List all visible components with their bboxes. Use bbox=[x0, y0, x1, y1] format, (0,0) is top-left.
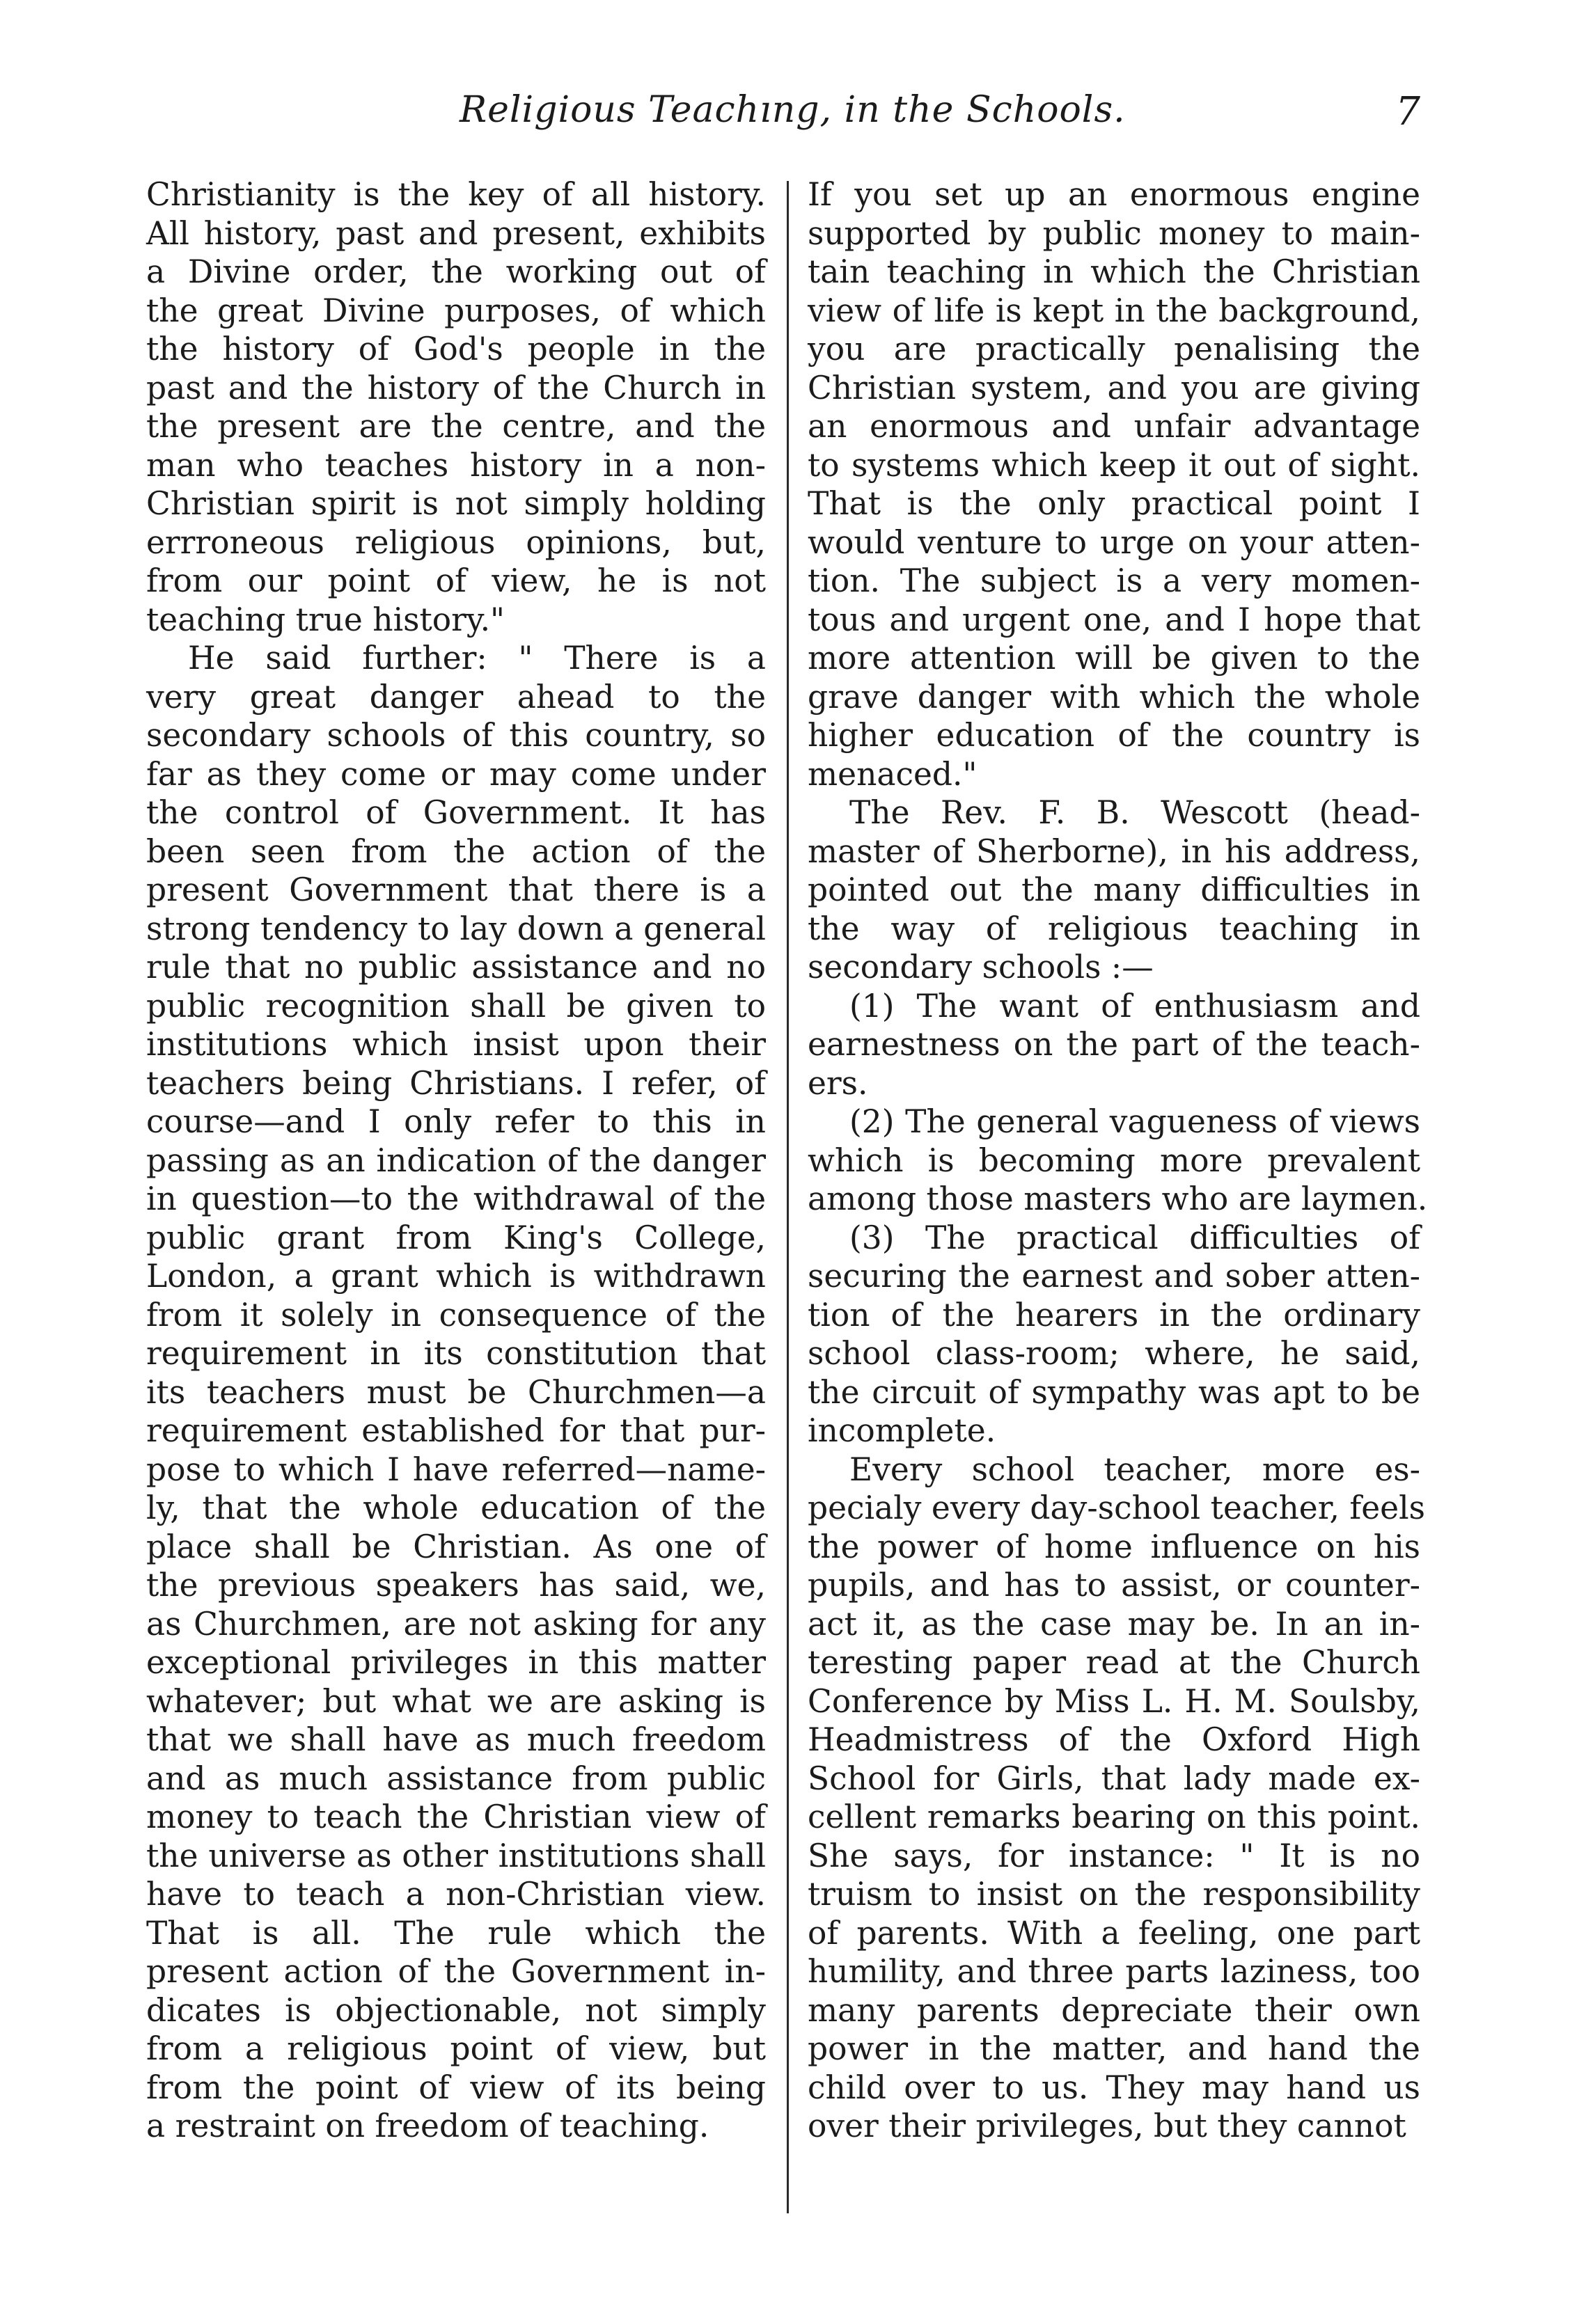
text-line: and as much assistance from public bbox=[146, 1760, 766, 1797]
text-line: many parents depreciate their own bbox=[808, 1991, 1420, 2029]
text-line: man who teaches history in a non- bbox=[146, 446, 766, 484]
text-line: ly, that the whole education of the bbox=[146, 1489, 766, 1526]
text-line: truism to insist on the responsibility bbox=[808, 1876, 1420, 1913]
text-line: over their privileges, but they cannot bbox=[808, 2108, 1406, 2144]
text-line: would venture to urge on your atten- bbox=[808, 523, 1420, 561]
text-line: present Government that there is a bbox=[146, 871, 766, 908]
text-line: the way of religious teaching in bbox=[808, 910, 1420, 947]
text-line: public recognition shall be given to bbox=[146, 987, 766, 1025]
text-line: tion of the hearers in the ordinary bbox=[808, 1296, 1420, 1334]
text-line: pose to which I have referred—name- bbox=[146, 1450, 766, 1488]
text-line: pointed out the many difficulties in bbox=[808, 871, 1420, 908]
text-line: securing the earnest and sober atten- bbox=[808, 1258, 1420, 1295]
text-line: past and the history of the Church in bbox=[146, 369, 766, 406]
text-line: a restraint on freedom of teaching. bbox=[146, 2108, 709, 2144]
text-line: institutions which insist upon their bbox=[146, 1026, 766, 1063]
left-text-column bbox=[146, 175, 766, 2146]
text-line: master of Sherborne), in his address, bbox=[808, 832, 1420, 870]
text-line: pupils, and has to assist, or counter- bbox=[808, 1567, 1420, 1604]
text-line: the present are the centre, and the bbox=[146, 408, 766, 445]
text-line: from our point of view, he is not bbox=[146, 562, 766, 599]
text-line: been seen from the action of the bbox=[146, 832, 766, 870]
text-line: you are practically penalising the bbox=[808, 331, 1420, 367]
text-line: public grant from King's College, bbox=[146, 1219, 766, 1256]
text-line: ers. bbox=[808, 1064, 868, 1102]
text-line: tous and urgent one, and I hope that bbox=[808, 601, 1420, 638]
text-line: a Divine order, the working out of bbox=[146, 253, 766, 290]
text-line: (1) The want of enthusiasm and bbox=[849, 987, 1420, 1025]
text-line: That is the only practical point I bbox=[808, 485, 1420, 522]
text-line: present action of the Government in- bbox=[146, 1953, 766, 1990]
text-line: the great Divine purposes, of which bbox=[146, 292, 766, 329]
text-line: grave danger with which the whole bbox=[808, 678, 1420, 716]
text-line: that we shall have as much freedom bbox=[146, 1721, 766, 1758]
text-line: from the point of view of its being bbox=[146, 2069, 766, 2106]
text-line: course—and I only refer to this in bbox=[146, 1103, 766, 1140]
text-line: dicates is objectionable, not simply bbox=[146, 1991, 766, 2029]
text-line: Conference by Miss L. H. M. Soulsby, bbox=[808, 1682, 1420, 1720]
text-line: pecialy every day-school teacher, feels bbox=[808, 1489, 1426, 1526]
text-line: have to teach a non-Christian view. bbox=[146, 1876, 766, 1913]
text-line: whatever; but what we are asking is bbox=[146, 1682, 766, 1720]
text-line: tain teaching in which the Christian bbox=[808, 253, 1420, 290]
text-line: Christianity is the key of all history. bbox=[146, 176, 766, 213]
text-line: He said further: " There is a bbox=[188, 640, 766, 677]
text-line: menaced." bbox=[808, 755, 977, 793]
text-line: from it solely in consequence of the bbox=[146, 1296, 766, 1334]
text-line: act it, as the case may be. In an in- bbox=[808, 1605, 1420, 1643]
text-line: higher education of the country is bbox=[808, 717, 1420, 754]
column-divider bbox=[787, 181, 789, 2213]
text-line: Headmistress of the Oxford High bbox=[808, 1721, 1420, 1758]
text-line: exceptional privileges in this matter bbox=[146, 1644, 766, 1681]
text-line: teresting paper read at the Church bbox=[808, 1644, 1420, 1681]
text-line: the control of Government. It has bbox=[146, 794, 766, 831]
text-line: more attention will be given to the bbox=[808, 640, 1420, 677]
text-line: school class-room; where, he said, bbox=[808, 1335, 1420, 1372]
text-line: Christian system, and you are giving bbox=[808, 369, 1420, 406]
text-line: child over to us. They may hand us bbox=[808, 2069, 1420, 2106]
text-line: London, a grant which is withdrawn bbox=[146, 1258, 766, 1295]
text-line: tion. The subject is a very momen- bbox=[808, 562, 1420, 599]
text-line: passing as an indication of the danger bbox=[146, 1141, 766, 1179]
text-line: to systems which keep it out of sight. bbox=[808, 446, 1420, 484]
text-line: That is all. The rule which the bbox=[146, 1914, 766, 1952]
text-line: (2) The general vagueness of views bbox=[849, 1103, 1420, 1140]
text-line: the power of home influence on his bbox=[808, 1528, 1420, 1565]
text-line: the history of God's people in the bbox=[146, 331, 766, 367]
text-line: rule that no public assistance and no bbox=[146, 949, 766, 986]
text-line: power in the matter, and hand the bbox=[808, 2030, 1420, 2067]
text-line: very great danger ahead to the bbox=[146, 678, 766, 716]
page-number: 7 bbox=[1395, 89, 1420, 134]
text-line: which is becoming more prevalent bbox=[808, 1141, 1420, 1179]
text-line: among those masters who are laymen. bbox=[808, 1180, 1428, 1217]
text-line: far as they come or may come under bbox=[146, 755, 766, 793]
text-line: If you set up an enormous engine bbox=[808, 176, 1420, 213]
text-line: its teachers must be Churchmen—a bbox=[146, 1373, 766, 1411]
text-line: in question—to the withdrawal of the bbox=[146, 1180, 766, 1217]
text-line: School for Girls, that lady made ex- bbox=[808, 1760, 1420, 1797]
text-line: humility, and three parts laziness, too bbox=[808, 1953, 1420, 1990]
text-line: requirement in its constitution that bbox=[146, 1335, 766, 1372]
text-line: from a religious point of view, but bbox=[146, 2030, 766, 2067]
text-line: teaching true history." bbox=[146, 601, 505, 638]
text-line: All history, past and present, exhibits bbox=[146, 214, 766, 252]
text-line: view of life is kept in the background, bbox=[808, 292, 1420, 329]
text-line: the previous speakers has said, we, bbox=[146, 1567, 766, 1604]
text-line: strong tendency to lay down a general bbox=[146, 910, 766, 947]
text-line: Christian spirit is not simply holding bbox=[146, 485, 766, 522]
text-line: She says, for instance: " It is no bbox=[808, 1837, 1420, 1874]
text-line: requirement established for that pur- bbox=[146, 1412, 766, 1449]
text-line: (3) The practical difficulties of bbox=[849, 1219, 1420, 1256]
text-line: an enormous and unfair advantage bbox=[808, 408, 1420, 445]
text-line: Every school teacher, more es- bbox=[849, 1450, 1420, 1488]
text-line: secondary schools :— bbox=[808, 949, 1154, 986]
text-line: of parents. With a feeling, one part bbox=[808, 1914, 1420, 1952]
text-line: the circuit of sympathy was apt to be bbox=[808, 1373, 1420, 1411]
text-line: money to teach the Christian view of bbox=[146, 1799, 766, 1835]
running-title: Religious Teachıng, in the Schools. bbox=[460, 89, 1126, 131]
text-line: supported by public money to main- bbox=[808, 214, 1420, 252]
page-header bbox=[139, 89, 1434, 145]
text-line: The Rev. F. B. Wescott (head- bbox=[849, 794, 1420, 831]
text-line: cellent remarks bearing on this point. bbox=[808, 1799, 1420, 1835]
text-line: as Churchmen, are not asking for any bbox=[146, 1605, 766, 1643]
text-line: errroneous religious opinions, but, bbox=[146, 523, 766, 561]
text-line: the universe as other institutions shall bbox=[146, 1837, 766, 1874]
text-line: teachers being Christians. I refer, of bbox=[146, 1064, 766, 1102]
text-line: secondary schools of this country, so bbox=[146, 717, 766, 754]
text-line: place shall be Christian. As one of bbox=[146, 1528, 766, 1565]
text-line: incomplete. bbox=[808, 1412, 996, 1449]
text-line: earnestness on the part of the teach- bbox=[808, 1026, 1420, 1063]
right-text-column bbox=[808, 175, 1428, 2146]
